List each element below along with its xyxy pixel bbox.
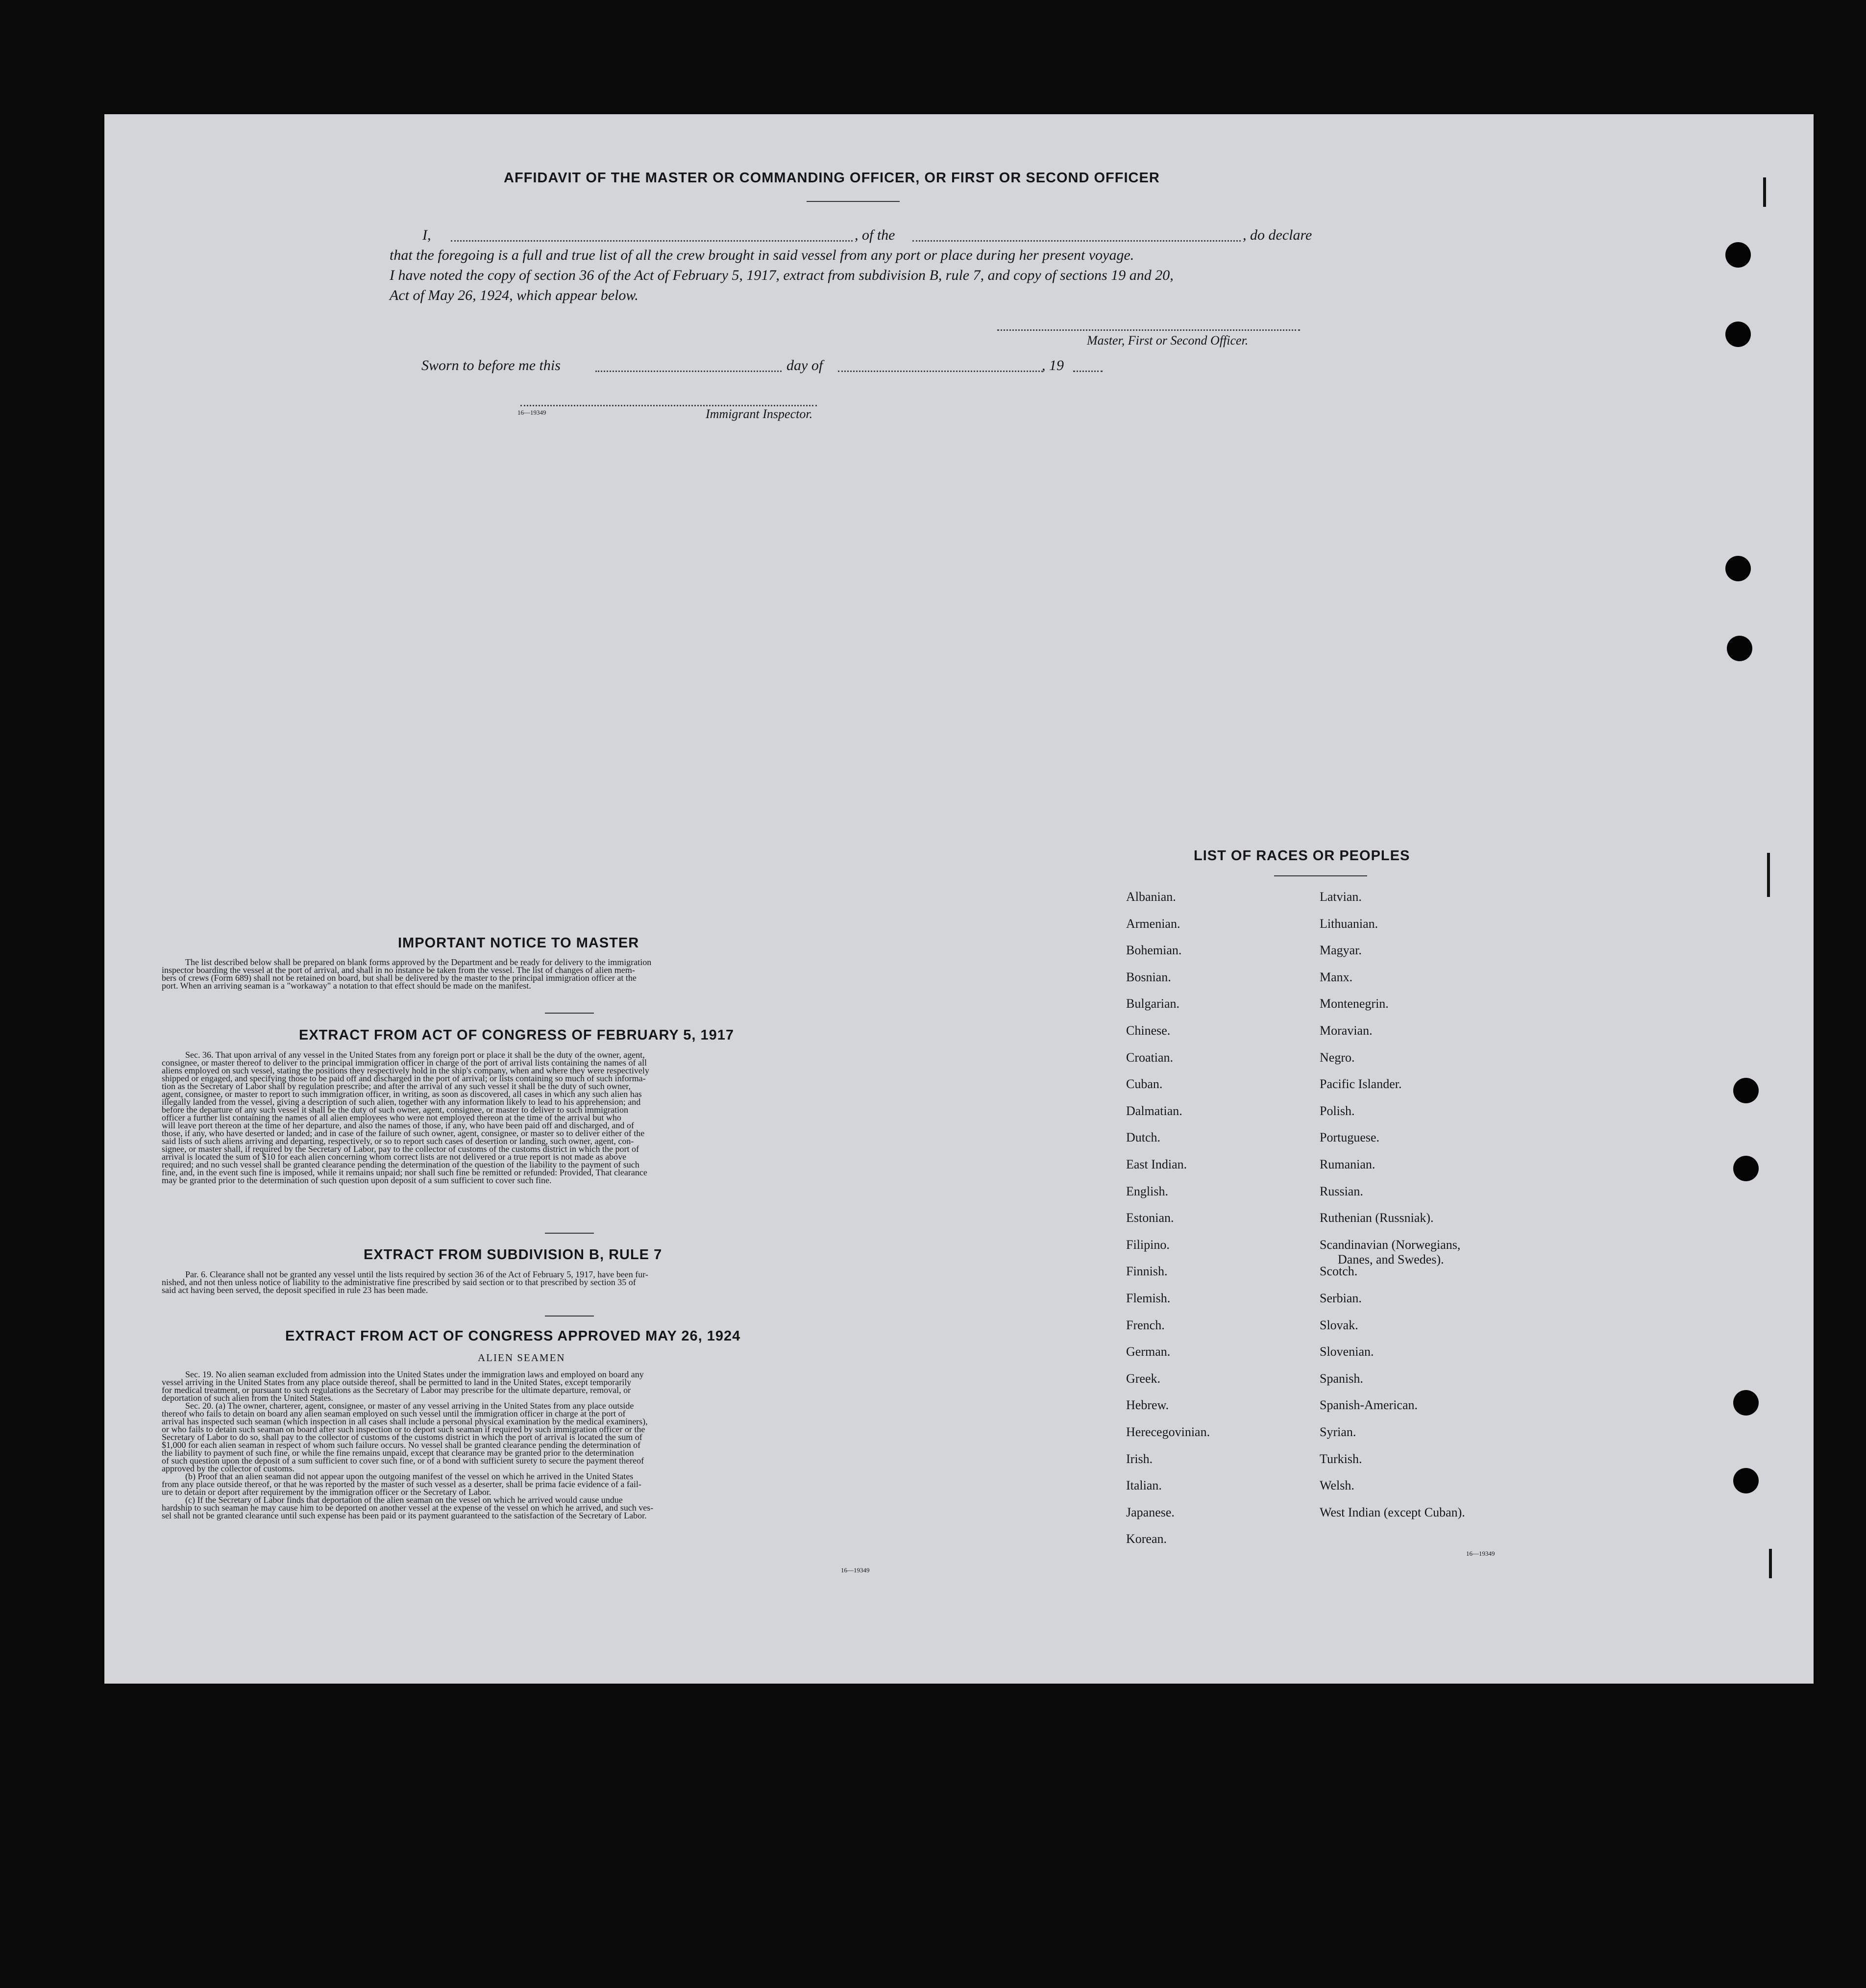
race-item: Dalmatian. bbox=[1126, 1104, 1182, 1118]
race-item: Spanish. bbox=[1320, 1371, 1363, 1386]
race-item: Scotch. bbox=[1320, 1264, 1358, 1278]
affidavit-line-2: that the foregoing is a full and true list of all the crew brought in said vessel from any port or place during her present voyage. bbox=[390, 247, 1134, 263]
affidavit-line-4: Act of May 26, 1924, which appear below. bbox=[390, 287, 638, 303]
race-item: Russian. bbox=[1320, 1184, 1363, 1198]
race-item: Filipino. bbox=[1126, 1238, 1170, 1252]
extract-1924-text bbox=[162, 1370, 887, 1519]
year-prefix: , 19 bbox=[1042, 357, 1064, 373]
affidavit-form-number: 16—19349 bbox=[517, 409, 546, 416]
extract-1924-line: Secretary of Labor to do so, shall pay to the collector of customs of the customs district in which the port of arrival is located the sum of bbox=[162, 1432, 642, 1442]
affidavit-do-declare: , do declare bbox=[1243, 227, 1312, 243]
notice-line: The list described below shall be prepared on blank forms approved by the Department and be ready for delivery to the immigration bbox=[185, 957, 652, 967]
race-item: Scandinavian (Norwegians, bbox=[1320, 1238, 1461, 1252]
extract-1917-line: required; and no such vessel shall be granted clearance pending the determination of the question of the liability to the payment of such bbox=[162, 1160, 639, 1169]
extract-1924-line: Sec. 19. No alien seaman excluded from admission into the United States under the immigration laws and employed on board any bbox=[185, 1369, 644, 1379]
race-item: Albanian. bbox=[1126, 890, 1176, 904]
race-item: Irish. bbox=[1126, 1452, 1153, 1466]
extract-1924-line: the liability to payment of such fine, or while the fine remains unpaid, except that clearance may be granted prior to the determination bbox=[162, 1448, 634, 1458]
edge-mark bbox=[1763, 177, 1766, 207]
extract-1924-line: approved by the collector of customs. bbox=[162, 1464, 295, 1473]
subdivision-title: EXTRACT FROM SUBDIVISION B, RULE 7 bbox=[364, 1247, 663, 1263]
affidavit-i: I, bbox=[422, 227, 431, 243]
race-item: Bosnian. bbox=[1126, 970, 1171, 984]
race-item: Herecegovinian. bbox=[1126, 1425, 1210, 1439]
extract-1917-line: consignee, or master thereof to deliver to the principal immigration officer in charge of the port of arrival lists containing the names of all bbox=[162, 1058, 647, 1068]
extract-1917-line: said lists of such aliens arriving and departing, respectively, or so to report such cases of desertion or landing, such owner, agent, con- bbox=[162, 1136, 634, 1146]
extract-1917-line: shipped or engaged, and specifying those to be paid off and discharged in the port of arrival; or lists containing so much of such informa- bbox=[162, 1073, 646, 1083]
extract-1917-line: aliens employed on such vessel, stating the positions they respectively hold in the ship's company, when and where they were respectively bbox=[162, 1066, 649, 1075]
extract-form-number: 16—19349 bbox=[841, 1566, 870, 1574]
race-item: West Indian (except Cuban). bbox=[1320, 1505, 1465, 1519]
affidavit-title: AFFIDAVIT OF THE MASTER OR COMMANDING OFFICER, OR FIRST OR SECOND OFFICER bbox=[504, 170, 1160, 186]
section-rule bbox=[545, 1316, 594, 1317]
extract-1917-line: those, if any, who have deserted or landed; and in case of the failure of such owner, agent, consignee, or master so to deliver either of the bbox=[162, 1128, 645, 1138]
race-item: Armenian. bbox=[1126, 917, 1180, 931]
race-item: Korean. bbox=[1126, 1532, 1167, 1546]
extract-1924-line: arrival has inspected such seaman (which inspection in all cases shall include a personal physical examination by the medical examiners), bbox=[162, 1416, 648, 1426]
race-item: Slovak. bbox=[1320, 1318, 1358, 1332]
race-item: Welsh. bbox=[1320, 1478, 1354, 1492]
subdivision-line: Par. 6. Clearance shall not be granted any vessel until the lists required by section 36 of the Act of February 5, 1917, have been fur- bbox=[185, 1269, 648, 1279]
extract-1924-line: ure to detain or deport after requirement by the immigration officer or the Secretary of Labor. bbox=[162, 1487, 491, 1497]
race-item: French. bbox=[1126, 1318, 1165, 1332]
race-item: Portuguese. bbox=[1320, 1130, 1380, 1144]
extract-1924-subtitle: ALIEN SEAMEN bbox=[478, 1352, 565, 1364]
master-signature-line[interactable] bbox=[997, 329, 1300, 331]
race-item: German. bbox=[1126, 1344, 1171, 1359]
extract-1917-line: officer a further list containing the names of all alien employees who were not employed thereon at the time of the arrival but who bbox=[162, 1113, 621, 1122]
race-item: Chinese. bbox=[1126, 1023, 1171, 1038]
sworn-text: Sworn to before me this bbox=[421, 357, 561, 373]
extract-1924-line: (c) If the Secretary of Labor finds that deportation of the alien seaman on the vessel on which he arrived would cause undue bbox=[185, 1495, 623, 1505]
race-item: Syrian. bbox=[1320, 1425, 1356, 1439]
extract-1924-line: (b) Proof that an alien seaman did not appear upon the outgoing manifest of the vessel on which he arrived in the United States bbox=[185, 1471, 634, 1481]
race-item: Flemish. bbox=[1126, 1291, 1171, 1305]
race-item: Estonian. bbox=[1126, 1211, 1174, 1225]
notice-title: IMPORTANT NOTICE TO MASTER bbox=[398, 935, 639, 951]
sworn-line bbox=[421, 356, 1107, 375]
races-title: LIST OF RACES OR PEOPLES bbox=[1194, 848, 1410, 864]
section-rule bbox=[545, 1233, 594, 1234]
edge-mark bbox=[1769, 1549, 1772, 1578]
subdivision-line: nished, and not then unless notice of liability to the administrative fine prescribed by said section or to that prescribed by section 35 of bbox=[162, 1277, 636, 1287]
subdivision-text bbox=[162, 1270, 887, 1294]
extract-1917-line: tion as the Secretary of Labor shall by regulation prescribe; and after the arrival of any such vessel it shall be the duty of such owner, bbox=[162, 1081, 631, 1091]
race-item: Rumanian. bbox=[1320, 1157, 1375, 1171]
extract-1917-line: arrival is located the sum of $10 for each alien concerning whom correct lists are not delivered or a true report is not made as above bbox=[162, 1152, 627, 1162]
race-item: English. bbox=[1126, 1184, 1168, 1198]
race-item: Japanese. bbox=[1126, 1505, 1175, 1519]
race-item: Montenegrin. bbox=[1320, 996, 1389, 1011]
inspector-signature-line[interactable] bbox=[520, 405, 817, 406]
notice-line: inspector boarding the vessel at the port of arrival, and shall in no instance be taken from the vessel. The list of changes of alien mem- bbox=[162, 965, 635, 975]
extract-1924-line: vessel arriving in the United States from any place outside thereof, shall be permitted to land in the United States, except temporarily bbox=[162, 1377, 632, 1387]
master-signature-caption: Master, First or Second Officer. bbox=[1087, 333, 1249, 348]
race-item: Moravian. bbox=[1320, 1023, 1373, 1038]
race-item: Negro. bbox=[1320, 1050, 1355, 1065]
race-item: Polish. bbox=[1320, 1104, 1355, 1118]
affidavit-line-1 bbox=[422, 225, 1318, 245]
inspector-signature-caption: Immigrant Inspector. bbox=[706, 407, 813, 421]
binder-hole bbox=[1727, 636, 1752, 661]
extract-1917-line: illegally landed from the vessel, giving a description of such alien, together with any information likely to lead to his apprehension; and bbox=[162, 1097, 641, 1107]
extract-1924-line: hardship to such seaman he may cause him to be deported on another vessel at the expense of the vessel on which he arrived, and such ves- bbox=[162, 1503, 654, 1513]
race-item: Slovenian. bbox=[1320, 1344, 1374, 1359]
sworn-year-blank[interactable] bbox=[1073, 371, 1103, 372]
extract-1924-line: deportation of such alien from the United States. bbox=[162, 1393, 333, 1403]
race-item: Greek. bbox=[1126, 1371, 1161, 1386]
extract-1917-text bbox=[162, 1051, 887, 1184]
extract-1917-line: may be granted prior to the determination of such question upon deposit of a sum sufficient to cover such fine. bbox=[162, 1175, 552, 1185]
name-blank[interactable] bbox=[451, 240, 853, 242]
race-item: Cuban. bbox=[1126, 1077, 1163, 1091]
sworn-day-blank[interactable] bbox=[595, 371, 782, 372]
binder-hole bbox=[1733, 1390, 1759, 1416]
race-item: Serbian. bbox=[1320, 1291, 1362, 1305]
races-form-number: 16—19349 bbox=[1466, 1550, 1495, 1557]
binder-hole bbox=[1725, 322, 1751, 347]
binder-hole bbox=[1725, 556, 1751, 581]
extract-1924-line: for medical treatment, or pursuant to such regulations as the Secretary of Labor may prescribe for the ultimate departure, removal, or bbox=[162, 1385, 631, 1395]
extract-1917-line: agent, consignee, or master to report to such immigration officer, in writing, as soon as discovered, all cases in which any such alien has bbox=[162, 1089, 642, 1099]
race-item: Lithuanian. bbox=[1320, 917, 1378, 931]
race-item: Croatian. bbox=[1126, 1050, 1174, 1065]
race-item: Spanish-American. bbox=[1320, 1398, 1418, 1412]
sworn-month-blank[interactable] bbox=[838, 371, 1043, 372]
title-rule bbox=[1274, 875, 1367, 876]
extract-1924-line: thereof who fails to detain on board any alien seaman employed on such vessel until the immigration officer in charge at the port of bbox=[162, 1409, 626, 1418]
race-item: Italian. bbox=[1126, 1478, 1162, 1492]
extract-1924-line: or who fails to detain such seaman on board after such inspection or to deport such seaman if required by such immigration officer or the bbox=[162, 1424, 645, 1434]
race-item: Finnish. bbox=[1126, 1264, 1168, 1278]
race-item: Bohemian. bbox=[1126, 943, 1182, 957]
extract-1924-line: $1,000 for each alien seaman in respect of whom such failure occurs. No vessel shall be granted clearance pending the determination of bbox=[162, 1440, 641, 1450]
binder-hole bbox=[1733, 1156, 1759, 1181]
title-rule bbox=[807, 201, 900, 202]
race-item: East Indian. bbox=[1126, 1157, 1187, 1171]
binder-hole bbox=[1725, 242, 1751, 268]
race-item: Pacific Islander. bbox=[1320, 1077, 1402, 1091]
day-of-text: day of bbox=[786, 357, 823, 373]
affidavit-of-the: , of the bbox=[855, 227, 895, 243]
race-item: Magyar. bbox=[1320, 943, 1362, 957]
race-item: Turkish. bbox=[1320, 1452, 1362, 1466]
extract-1917-line: will leave port thereon at the time of her departure, and also the names of those, if any, who have been paid off and discharged, and of bbox=[162, 1120, 634, 1130]
edge-mark bbox=[1767, 853, 1770, 897]
binder-hole bbox=[1733, 1468, 1759, 1493]
extract-1917-title: EXTRACT FROM ACT OF CONGRESS OF FEBRUARY 5, 1917 bbox=[299, 1027, 735, 1043]
subdivision-line: said act having been served, the deposit specified in rule 23 has been made. bbox=[162, 1285, 428, 1295]
race-item: Dutch. bbox=[1126, 1130, 1161, 1144]
section-rule bbox=[545, 1013, 594, 1014]
race-item: Danes, and Swedes). bbox=[1338, 1252, 1444, 1267]
extract-1924-line: Sec. 20. (a) The owner, charterer, agent, consignee, or master of any vessel arriving in the United States from any place outside bbox=[185, 1401, 634, 1411]
race-item: Ruthenian (Russniak). bbox=[1320, 1211, 1434, 1225]
extract-1924-title: EXTRACT FROM ACT OF CONGRESS APPROVED MAY 26, 1924 bbox=[285, 1328, 741, 1344]
extract-1917-line: fine, and, in the event such fine is imposed, while it remains unpaid; nor shall such fine be remitted or refunded: Provided, That clearance bbox=[162, 1168, 647, 1177]
notice-text bbox=[162, 958, 887, 990]
extract-1924-line: from any place outside thereof, or that he was reported by the master of such vessel as a deserter, shall be prima facie evidence of a fail- bbox=[162, 1479, 641, 1489]
notice-line: bers of crews (Form 689) shall not be retained on board, but shall be delivered by the master to the principal immigration officer at the bbox=[162, 973, 637, 983]
vessel-blank[interactable] bbox=[912, 240, 1241, 242]
extract-1917-line: before the departure of any such vessel it shall be the duty of such owner, agent, consignee, or master to deliver to such immigration bbox=[162, 1105, 628, 1115]
race-item: Bulgarian. bbox=[1126, 996, 1180, 1011]
extract-1924-line: sel shall not be granted clearance until such expense has been paid or its payment guaranteed to the satisfaction of the Secretary of Labor. bbox=[162, 1511, 647, 1520]
binder-hole bbox=[1733, 1078, 1759, 1103]
extract-1924-line: of such question upon the deposit of a sum sufficient to cover such fine, or of a bond with sufficient surety to secure the payment thereof bbox=[162, 1456, 644, 1466]
extract-1917-line: signee, or master shall, if required by the Secretary of Labor, pay to the collector of customs of the customs district in which the port of bbox=[162, 1144, 639, 1154]
race-item: Latvian. bbox=[1320, 890, 1362, 904]
affidavit-line-3: I have noted the copy of section 36 of the Act of February 5, 1917, extract from subdivision B, rule 7, and copy of sections 19 and 20, bbox=[390, 267, 1174, 283]
notice-line: port. When an arriving seaman is a "workaway" a notation to that effect should be made on the manifest. bbox=[162, 981, 531, 991]
race-item: Manx. bbox=[1320, 970, 1353, 984]
extract-1917-line: Sec. 36. That upon arrival of any vessel in the United States from any foreign port or place it shall be the duty of the owner, agent, bbox=[185, 1050, 645, 1060]
race-item: Hebrew. bbox=[1126, 1398, 1169, 1412]
